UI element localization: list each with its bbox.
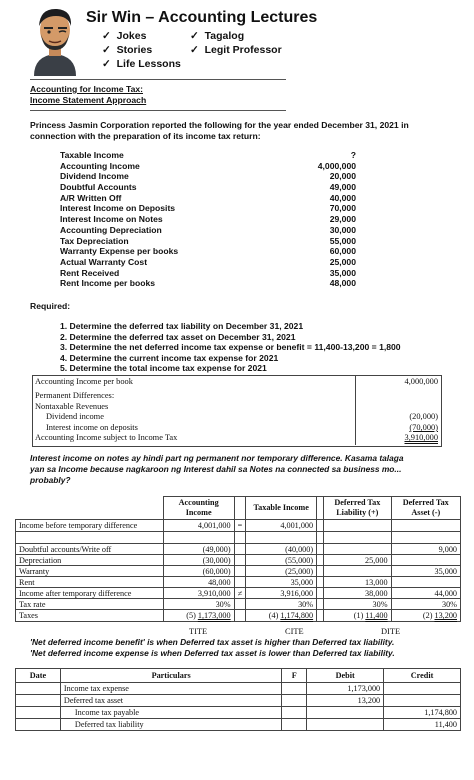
table-row: Depreciation (30,000) (55,000) 25,000 <box>16 555 461 566</box>
divider <box>30 79 286 80</box>
table-cell: (70,000) <box>409 423 438 432</box>
column-header: Credit <box>384 669 461 683</box>
feature-tagalog: ✓ Tagalog <box>190 30 245 42</box>
table-row: Deferred tax liability 11,400 <box>16 719 461 731</box>
table-row: Income after temporary difference 3,910,000 ≠ 3,916,000 38,000 44,000 <box>16 588 461 599</box>
list-item: A/R Written Off 40,000 <box>60 192 356 203</box>
table-cell: 3,910,000 <box>404 433 438 442</box>
list-item: Accounting Depreciation 30,000 <box>60 224 356 235</box>
list-item: Interest Income on Deposits 70,000 <box>60 203 356 214</box>
table-row: Rent 48,000 35,000 13,000 <box>16 577 461 588</box>
column-header: Deferred Tax Asset (-) <box>391 497 460 520</box>
table-row: Deferred tax asset 13,200 <box>16 695 461 707</box>
column-header: Deferred Tax Liability (+) <box>324 497 391 520</box>
intro-line-1: Princess Jasmin Corporation reported the following for the year ended December 31, 2021 in <box>30 120 409 130</box>
table-row: Income tax payable 1,174,800 <box>16 707 461 719</box>
table-row: Permanent Differences: <box>35 391 115 400</box>
note-line-1: Interest income on notes ay hindi part ng permanent nor temporary difference. Kasama talaga <box>30 453 404 463</box>
list-item: Rent Received 35,000 <box>60 267 356 278</box>
table-cell: (20,000) <box>409 412 438 421</box>
table-row: Tax rate 30% 30% 30% 30% <box>16 599 461 610</box>
list-item: 2. Determine the deferred tax asset on December 31, 2021 <box>60 331 296 342</box>
table-row: Warranty (60,000) (25,000) 35,000 <box>16 566 461 577</box>
table-header-row <box>16 669 461 683</box>
feature-life-lessons: ✓ Life Lessons <box>102 58 181 70</box>
feature-jokes: ✓ Jokes <box>102 30 147 42</box>
table-row: Accounting Income subject to Income Tax <box>35 433 178 442</box>
feature-stories: ✓ Stories <box>102 44 153 56</box>
label-cite: CITE <box>285 627 304 636</box>
required-heading: Required: <box>30 301 71 311</box>
table-row: Doubtful accounts/Write off (49,000) (40,000) 9,000 <box>16 544 461 555</box>
column-header: Accounting Income <box>163 497 234 520</box>
list-item: Accounting Income 4,000,000 <box>60 160 356 171</box>
table-row: Interest income on deposits <box>46 423 138 432</box>
topic-line-2: Income Statement Approach <box>30 95 147 105</box>
table-row: Dividend income <box>46 412 104 421</box>
table-row: Accounting Income per book <box>35 377 133 386</box>
definition-benefit: 'Net deferred income benefit' is when Deferred tax asset is higher than Deferred tax liability. <box>30 637 395 647</box>
required-list <box>60 321 401 374</box>
label-tite: TITE <box>189 627 208 636</box>
note-line-3: probably? <box>30 475 71 485</box>
table-header-row <box>16 497 461 520</box>
list-item: Warranty Expense per books 60,000 <box>60 246 356 257</box>
column-header: Debit <box>307 669 384 683</box>
column-header: Particulars <box>60 669 281 683</box>
list-item: 1. Determine the deferred tax liability on December 31, 2021 <box>60 321 304 331</box>
topic-line-1: Accounting for Income Tax: <box>30 84 143 94</box>
label-dite: DITE <box>381 627 401 636</box>
journal-entry-table <box>15 668 461 731</box>
divider <box>30 110 286 111</box>
column-header: Taxable Income <box>246 497 317 520</box>
given-data-list <box>60 150 356 289</box>
list-item: Interest Income on Notes 29,000 <box>60 214 356 225</box>
table-row: Income before temporary difference 4,001,000 = 4,001,000 <box>16 520 461 532</box>
list-item: 3. Determine the net deferred income tax expense or benefit = 11,400-13,200 = 1,800 <box>60 342 401 353</box>
avatar <box>30 4 80 76</box>
column-header: F <box>282 669 307 683</box>
list-item: Doubtful Accounts 49,000 <box>60 182 356 193</box>
note-line-2: yan sa Income because nagkaroon ng Interest dahil sa Notes na connected sa business mo... <box>30 464 402 474</box>
intro-line-2: connection with the preparation of its income tax return: <box>30 131 261 141</box>
list-item: 4. Determine the current income tax expense for 2021 <box>60 352 279 363</box>
list-item: Actual Warranty Cost 25,000 <box>60 256 356 267</box>
list-item: Taxable Income ? <box>60 150 356 160</box>
feature-legit-professor: ✓ Legit Professor <box>190 44 282 56</box>
column-header: Date <box>16 669 61 683</box>
list-item: Rent Income per books 48,000 <box>60 278 356 289</box>
table-row: Nontaxable Revenues <box>35 402 109 411</box>
list-item: Tax Depreciation 55,000 <box>60 235 356 246</box>
table-row: Taxes (5) 1,173,000 (4) 1,174,800 (1) 11,400 (2) 13,200 <box>16 610 461 622</box>
temporary-differences-table <box>15 496 461 622</box>
table-row: Income tax expense 1,173,000 <box>16 683 461 695</box>
definition-expense: 'Net deferred income expense is when Deferred tax asset is lower than Deferred tax liability. <box>30 648 395 658</box>
page-title: Sir Win – Accounting Lectures <box>86 9 318 26</box>
list-item: Dividend Income 20,000 <box>60 171 356 182</box>
list-item: 5. Determine the total income tax expense for 2021 <box>60 363 267 374</box>
table-cell: 4,000,000 <box>404 377 438 386</box>
